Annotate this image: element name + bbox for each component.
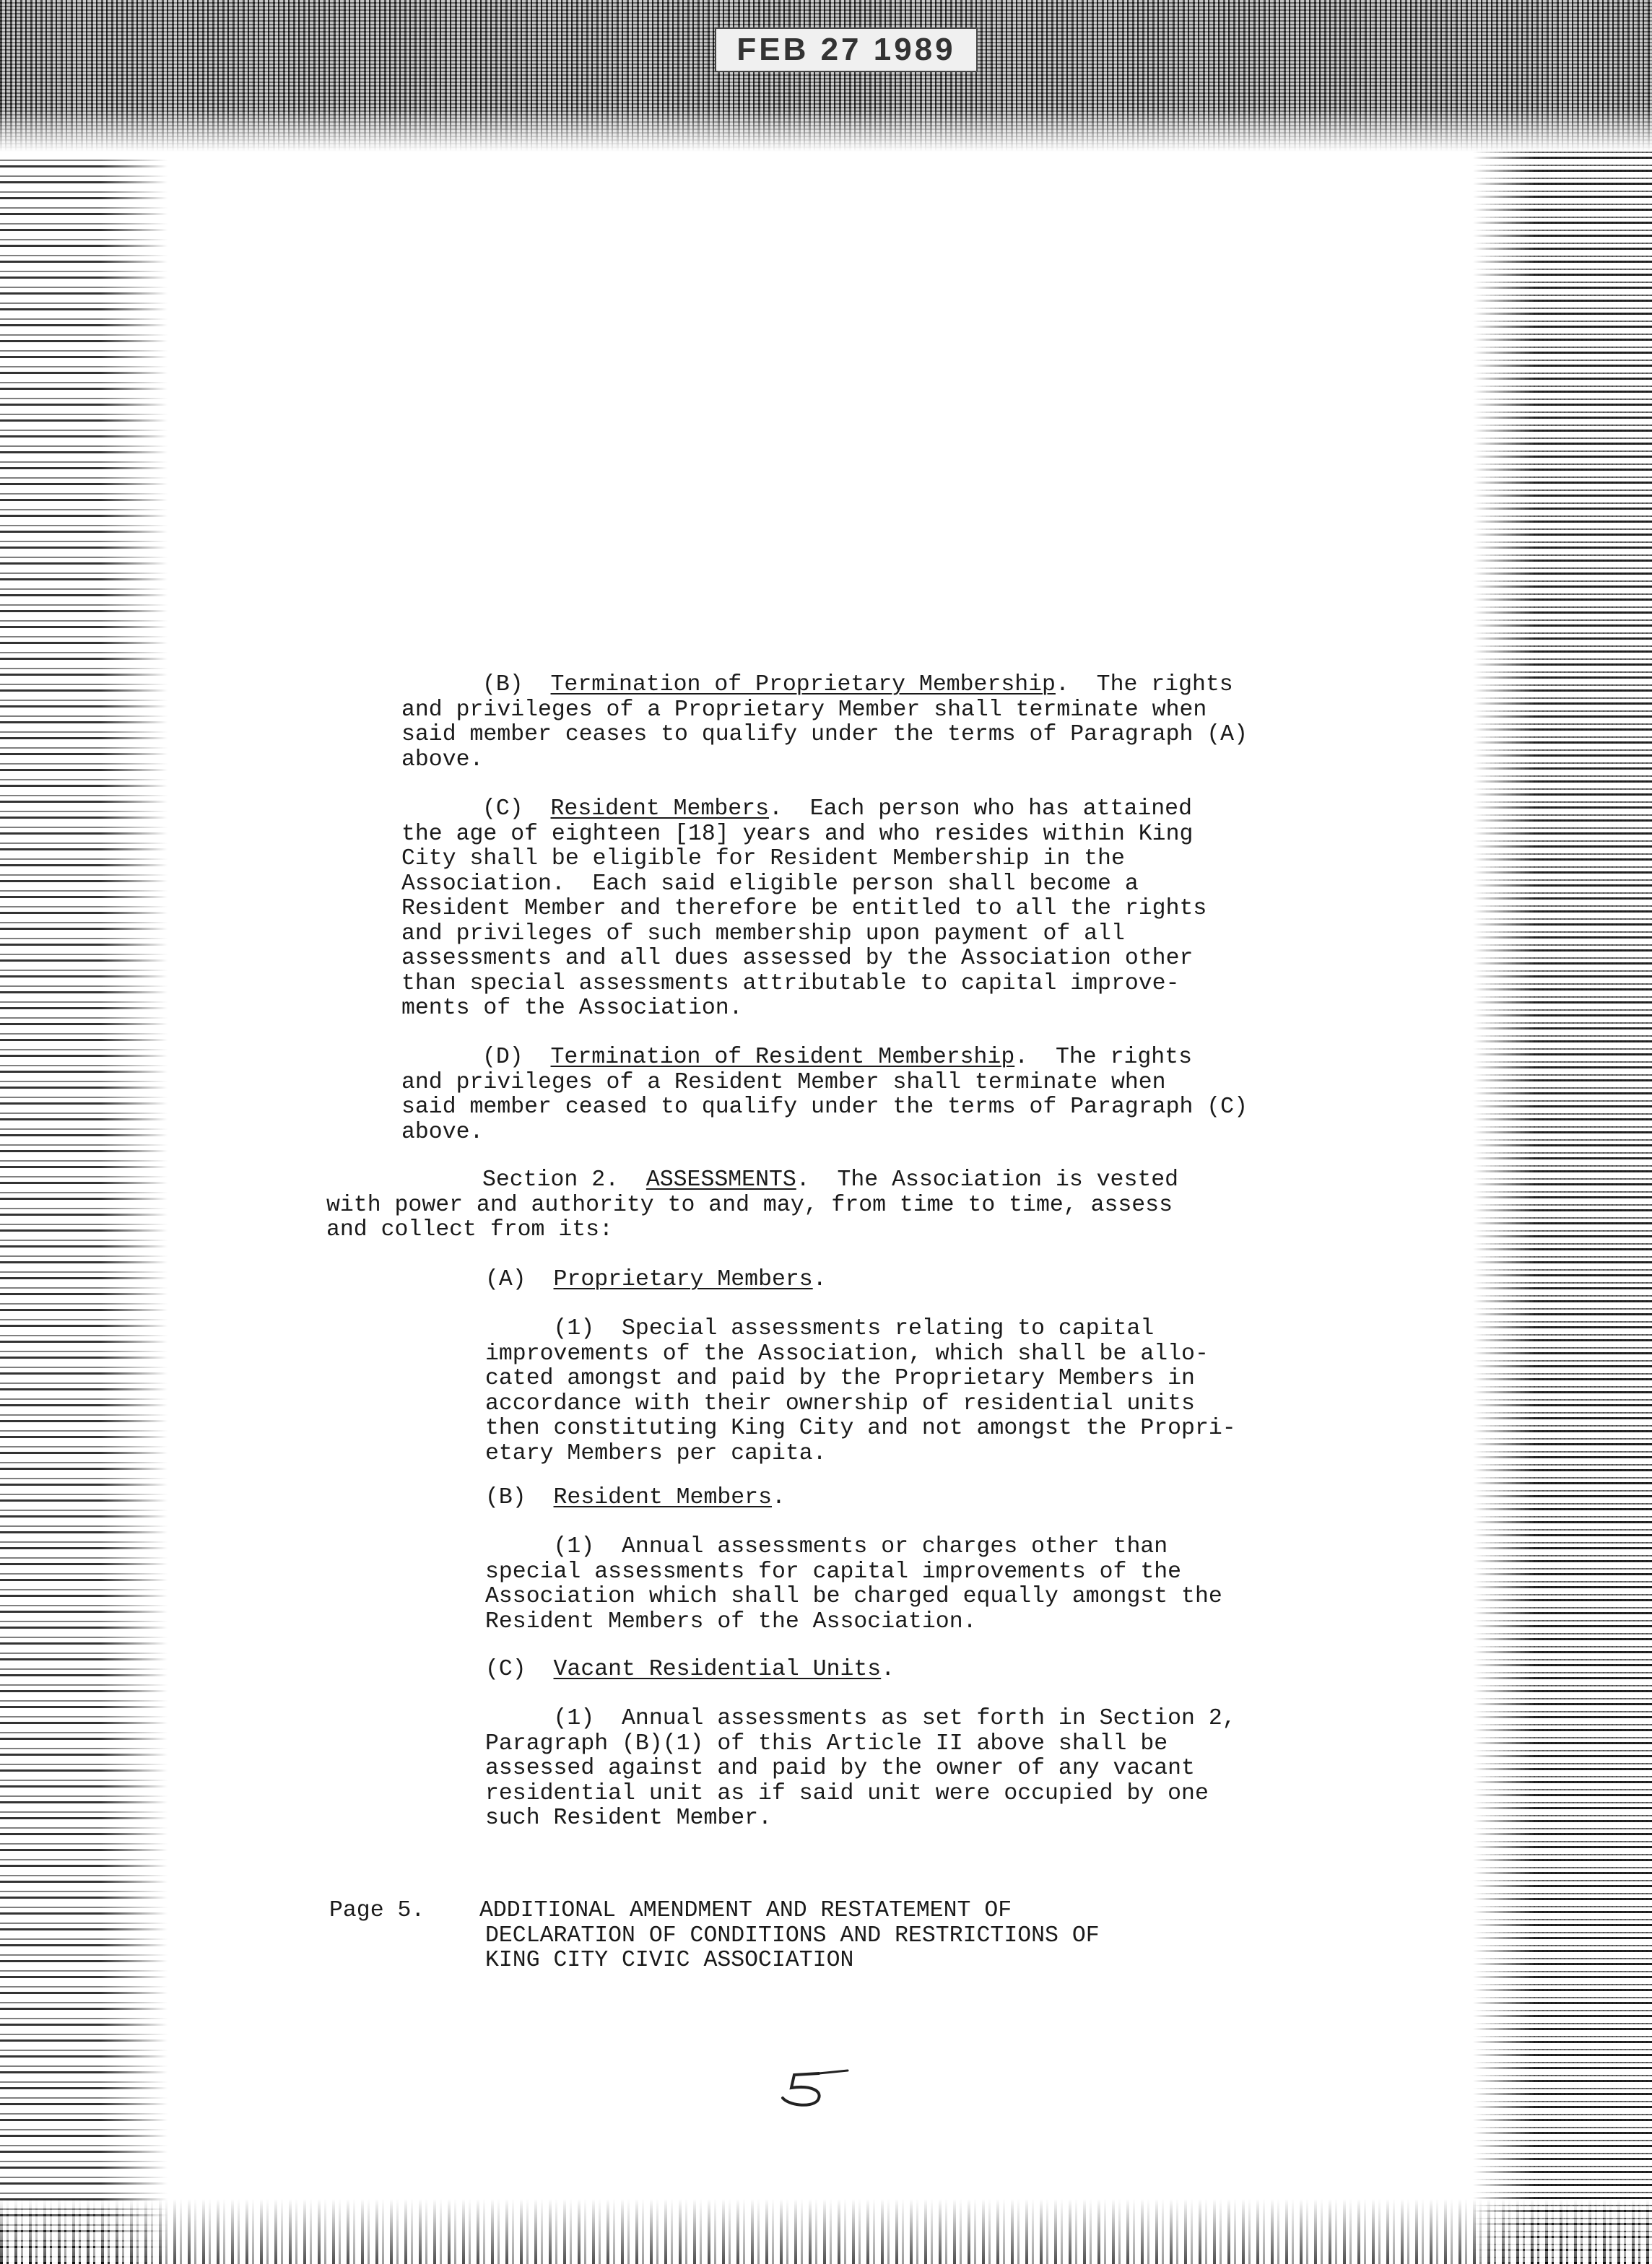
line: above.: [401, 746, 484, 772]
subheading-title: Proprietary Members: [553, 1267, 813, 1292]
paragraph-number: (D): [482, 1045, 523, 1070]
subheading-number: (A): [485, 1267, 526, 1292]
page-label: Page 5.: [329, 1898, 425, 1923]
scan-noise-left: [0, 152, 168, 2264]
subheading-title: Vacant Residential Units: [553, 1657, 882, 1682]
line: cated amongst and paid by the Proprietary Members in: [485, 1366, 1195, 1391]
paragraph-heading: Termination of Resident Membership: [550, 1045, 1015, 1070]
line: Paragraph (B)(1) of this Article II above shall be: [485, 1730, 1168, 1756]
footer-title-line: KING CITY CIVIC ASSOCIATION: [485, 1948, 854, 1973]
line: City shall be eligible for Resident Membership in the: [401, 846, 1125, 871]
line: said member ceased to qualify under the terms of Paragraph (C): [401, 1094, 1248, 1120]
line: assessed against and paid by the owner of any vacant: [485, 1756, 1195, 1781]
line: then constituting King City and not amongst the Propri-: [485, 1416, 1236, 1441]
subheading-number: (C): [485, 1657, 526, 1682]
section-label: Section 2.: [482, 1167, 646, 1193]
paragraph-number: (B): [482, 672, 523, 697]
line: Association. Each said eligible person shall become a: [401, 871, 1139, 897]
line: (1) Annual assessments or charges other than: [485, 1534, 1168, 1559]
line: improvements of the Association, which shall be allo-: [485, 1341, 1209, 1367]
line: Resident Members of the Association.: [485, 1608, 977, 1634]
line: residential unit as if said unit were occupied by one: [485, 1780, 1209, 1806]
clause-c-1: [485, 1707, 1236, 1832]
subheading-suffix: .: [812, 1267, 827, 1292]
clause-a-1: [485, 1317, 1236, 1466]
paragraph-text: . The rights: [1014, 1045, 1192, 1070]
line: such Resident Member.: [485, 1806, 772, 1831]
line: Association which shall be charged equally amongst the: [485, 1584, 1222, 1609]
line: above.: [401, 1119, 484, 1145]
subheading-b-resident-members: [485, 1486, 786, 1511]
subheading-c-vacant-units: [485, 1658, 895, 1683]
section-text: . The Association is vested: [796, 1167, 1179, 1193]
line: than special assessments attributable to capital improve-: [401, 970, 1180, 996]
page-footer: [329, 1899, 1100, 1974]
line: and privileges of a Proprietary Member shall terminate when: [401, 697, 1207, 723]
paragraph-heading: Termination of Proprietary Membership: [550, 672, 1056, 697]
line: said member ceases to qualify under the terms of Paragraph (A): [401, 722, 1248, 747]
footer-title-line: DECLARATION OF CONDITIONS AND RESTRICTIONS OF: [485, 1923, 1100, 1949]
line: and privileges of a Resident Member shall terminate when: [401, 1069, 1166, 1095]
clause-b-1: [485, 1535, 1222, 1634]
scan-noise-right: [1473, 152, 1652, 2264]
section-heading: ASSESSMENTS: [645, 1167, 796, 1193]
subheading-a-proprietary-members: [485, 1268, 827, 1293]
paragraph-number: (C): [482, 796, 523, 822]
paragraph-text: . Each person who has attained: [768, 796, 1192, 822]
line: ments of the Association.: [401, 996, 743, 1021]
date-stamp: FEB 27 1989: [715, 27, 978, 72]
line: accordance with their ownership of residential units: [485, 1390, 1195, 1416]
line: with power and authority to and may, from time to time, assess: [326, 1192, 1173, 1218]
scan-fade: [0, 108, 1652, 152]
line: Resident Member and therefore be entitled to all the rights: [401, 896, 1207, 921]
line: and privileges of such membership upon payment of all: [401, 920, 1125, 946]
subheading-title: Resident Members: [553, 1485, 772, 1510]
subheading-number: (B): [485, 1485, 526, 1510]
handwritten-page-number-5: [767, 2066, 853, 2110]
paragraph-c-resident-members: [401, 797, 1207, 1022]
line: etary Members per capita.: [485, 1440, 827, 1466]
line: (1) Annual assessments as set forth in Section 2,: [485, 1706, 1236, 1731]
subheading-suffix: .: [771, 1485, 786, 1510]
line: special assessments for capital improvements of the: [485, 1559, 1182, 1585]
line: the age of eighteen [18] years and who resides within King: [401, 821, 1194, 847]
scan-noise-bottom: [0, 2199, 1652, 2264]
paragraph-d-termination-resident: [401, 1045, 1248, 1145]
paragraph-text: . The rights: [1055, 672, 1233, 697]
line: assessments and all dues assessed by the Association other: [401, 946, 1194, 971]
paragraph-b-termination-proprietary: [401, 673, 1248, 772]
section-2-assessments: [326, 1168, 1178, 1243]
paragraph-heading: Resident Members: [550, 796, 769, 822]
subheading-suffix: .: [881, 1657, 895, 1682]
footer-title-line: ADDITIONAL AMENDMENT AND RESTATEMENT OF: [479, 1898, 1012, 1923]
line: (1) Special assessments relating to capital: [485, 1316, 1155, 1341]
line: and collect from its:: [326, 1217, 613, 1242]
